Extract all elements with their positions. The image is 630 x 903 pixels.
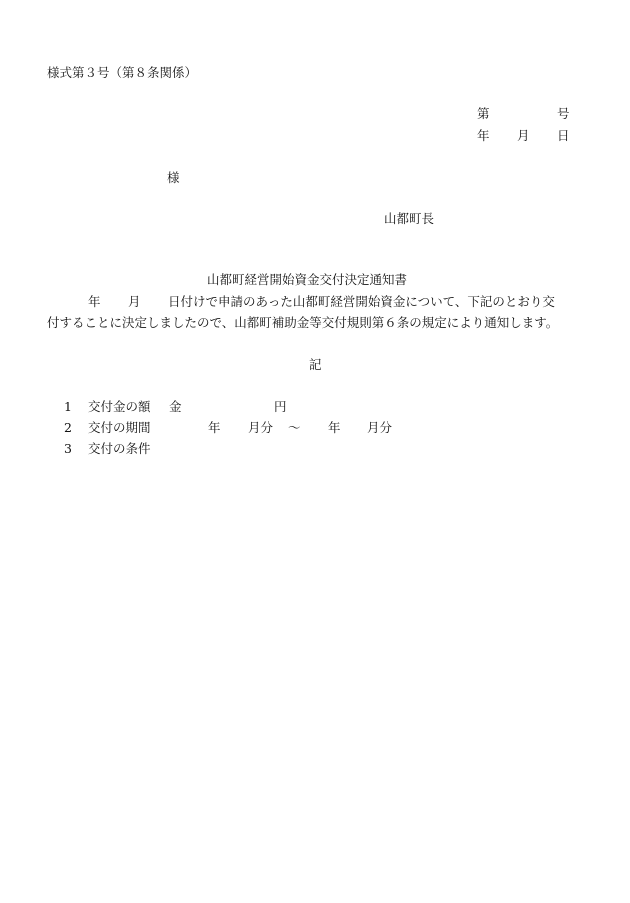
body-line2: 付することに決定しましたので、山都町補助金等交付規則第６条の規定により通知します。 — [47, 315, 559, 330]
amount-unit: 円 — [274, 399, 287, 414]
sender-name: 山都町長 — [384, 211, 435, 226]
period-start-year: 年 — [208, 420, 221, 435]
period-end-month: 月分 — [367, 420, 393, 435]
item-number: 2 — [64, 420, 72, 435]
body-year: 年 — [88, 294, 101, 309]
item-number: 1 — [64, 399, 72, 414]
document-title: 山都町経営開始資金交付決定通知書 — [207, 272, 408, 287]
date-month: 月 — [517, 128, 530, 143]
item-number: 3 — [64, 441, 72, 456]
body-line1: 日付けで申請のあった山都町経営開始資金について、下記のとおり交 — [168, 294, 555, 309]
doc-number-suffix: 号 — [557, 106, 570, 121]
amount-prefix: 金 — [169, 399, 182, 414]
body-month: 月 — [128, 294, 141, 309]
item-label: 交付の条件 — [88, 441, 151, 456]
item-label: 交付の期間 — [88, 420, 151, 435]
item-label: 交付金の額 — [88, 399, 151, 414]
addressee-suffix: 様 — [167, 170, 180, 185]
form-label: 様式第３号（第８条関係） — [47, 65, 198, 80]
period-end-year: 年 — [328, 420, 341, 435]
date-day: 日 — [557, 128, 570, 143]
date-year: 年 — [477, 128, 490, 143]
period-tilde: ～ — [288, 420, 301, 435]
ki-heading: 記 — [309, 357, 322, 372]
period-start-month: 月分 — [248, 420, 274, 435]
doc-number-prefix: 第 — [477, 106, 490, 121]
